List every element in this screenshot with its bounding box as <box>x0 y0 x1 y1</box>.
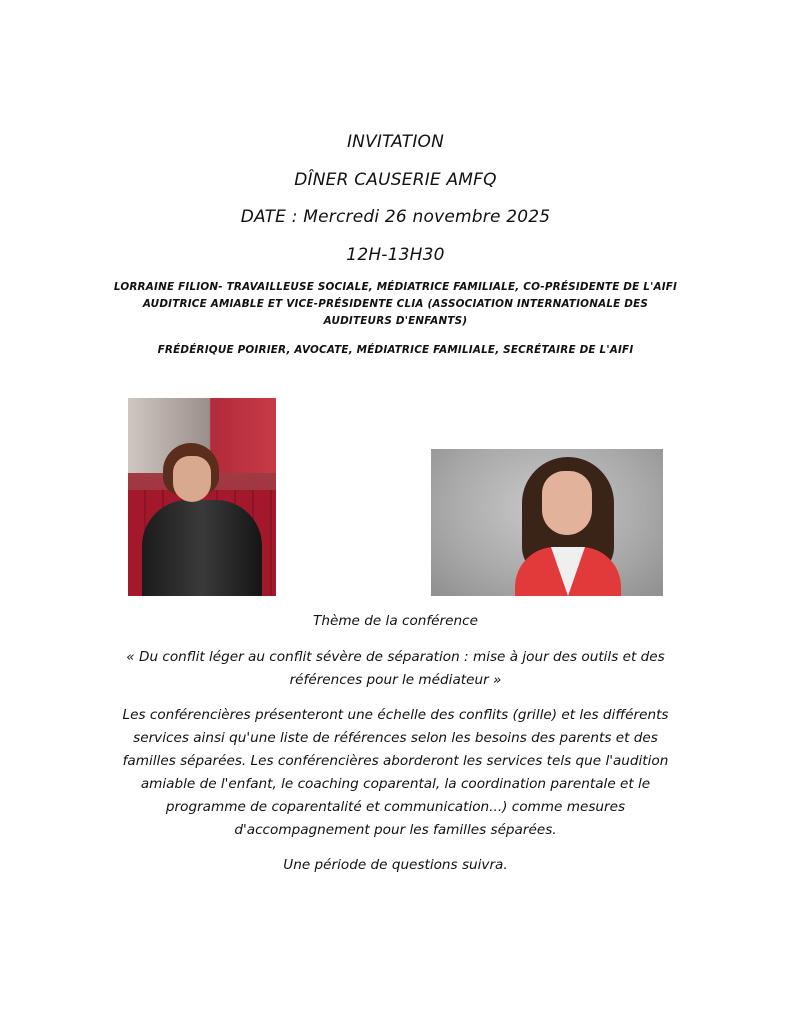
description-line: d'accompagnement pour les familles séparées. <box>234 822 557 838</box>
closing-note: Une période de questions suivra. <box>283 857 508 873</box>
speaker-frederique: FRÉDÉRIQUE POIRIER, AVOCATE, MÉDIATRICE FAMILIALE, SECRÉTAIRE DE L'AIFI <box>157 344 634 356</box>
description-line: Les conférencières présenteront une échelle des conflits (grille) et les différents <box>122 707 669 723</box>
description-line: familles séparées. Les conférencières aborderont les services tels que l'audition <box>122 753 669 769</box>
event-title: DÎNER CAUSERIE AMFQ <box>294 170 497 190</box>
speaker-photo-frederique <box>431 449 663 596</box>
theme-title-line2: références pour le médiateur » <box>289 672 502 688</box>
speaker-lorraine-line2: AUDITRICE AMIABLE ET VICE-PRÉSIDENTE CLIA (ASSOCIATION INTERNATIONALE DES <box>142 298 649 310</box>
speaker-lorraine-line3: AUDITEURS D'ENFANTS) <box>323 315 468 327</box>
description-line: amiable de l'enfant, le coaching coparental, la coordination parentale et le <box>140 776 651 792</box>
theme-label: Thème de la conférence <box>313 613 478 629</box>
theme-title-line1: « Du conflit léger au conflit sévère de séparation : mise à jour des outils et des <box>126 649 665 665</box>
event-date: DATE : Mercredi 26 novembre 2025 <box>240 207 551 227</box>
invitation-heading: INVITATION <box>346 132 445 152</box>
description-line: services ainsi qu'une liste de références selon les besoins des parents et des <box>133 730 658 746</box>
speaker-photo-lorraine <box>128 398 276 596</box>
event-time: 12H-13H30 <box>346 245 445 265</box>
speaker-lorraine-line1: LORRAINE FILION- TRAVAILLEUSE SOCIALE, MÉDIATRICE FAMILIALE, CO-PRÉSIDENTE DE L'AIFI <box>113 281 678 293</box>
description-line: programme de coparentalité et communication...) comme mesures <box>165 799 626 815</box>
